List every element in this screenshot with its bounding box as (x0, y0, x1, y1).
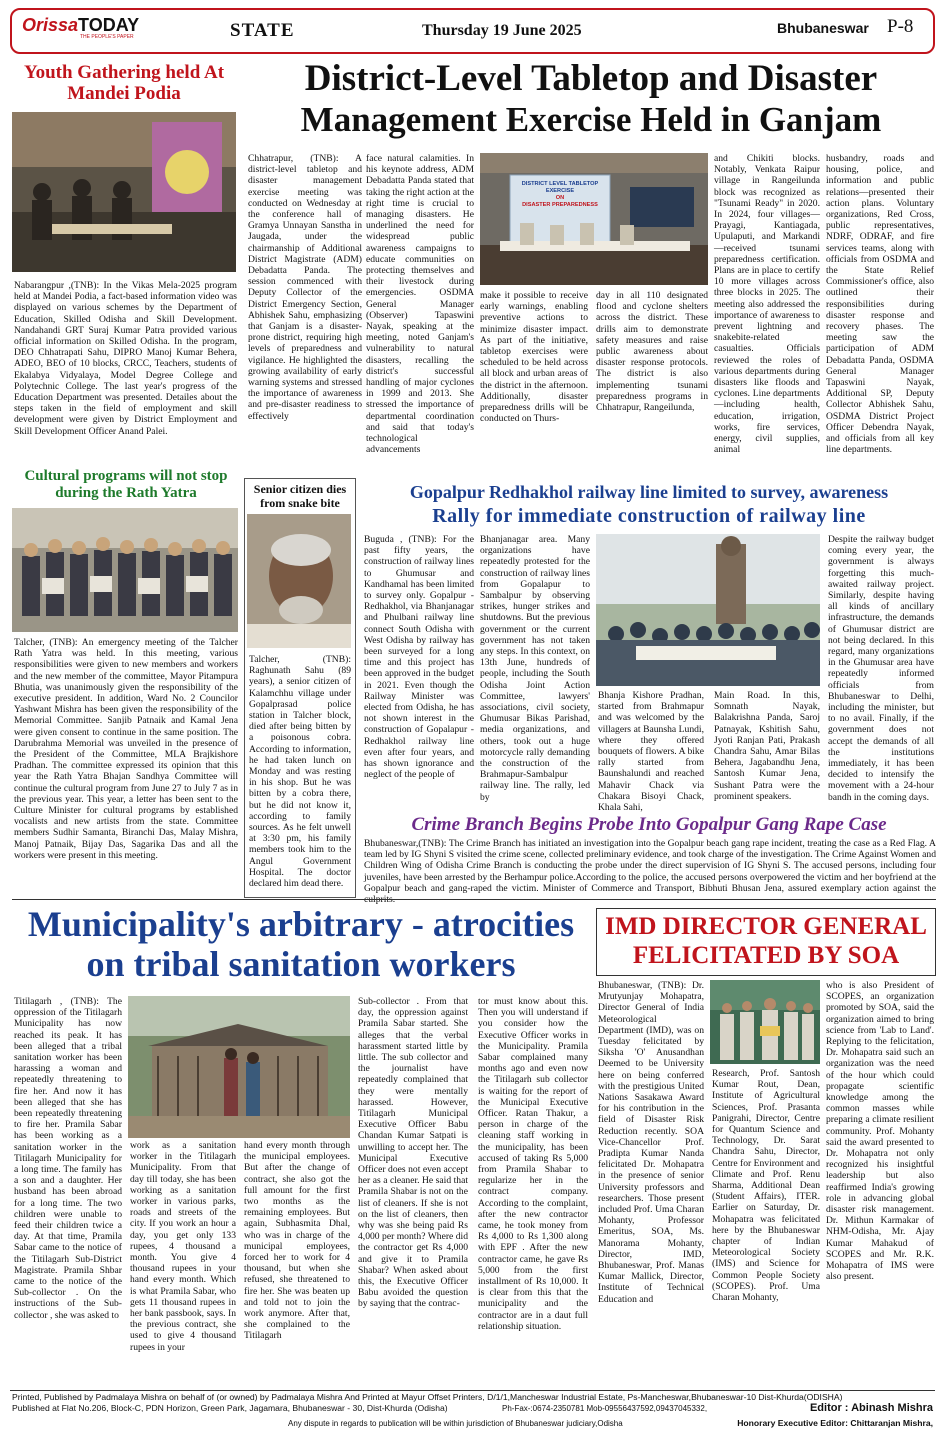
logo (22, 15, 172, 49)
imd-col3: who is also President of SCOPES, an organization promoted by SOA, said the organization aimed to bring science from 'Lab to Land'. Replying to the felicitation, Dr. Mohapatra said such an organization was the need of the hour which could propagate scientific knowledge among the common masses while preparing a climate resilient community. Prof. Mohanty said the award presented to Dr. Mohapatra not only recognized his insightful leadership but also reaffirmed India's growing role in advancing global disaster risk management. Dr. Mithun Karmakar of NHM-Odisha, Mr. Ajay Kumar Mahakud of SCOPES and Mr. R.K. Mohapatra of IMS were also present. (826, 980, 934, 1283)
snake-body: Talcher, (TNB): Raghunath Sahu (89 years), a senior citizen of Kalamchhu village under Gopalprasad police station in Talcher block, died after being bitten by a poisonous cobra. According to information, he had taken lunch on Monday and was resting in his shop. But he was bitten by a cobra there, but he did not know it, according to family sources. As he felt unwell at 3:30 pm, his family members took him to the Angul Government Hospital. The doctor declared him dead there. (249, 654, 351, 890)
railway-col5: Despite the railway budget coming every year, the government is always forgetting this much-awaited railway project. Similarly, despite having all kinds of ancillary infrastructure, the demands of Ghumusar district are not being declared. In this regard, many organizations in the Ghumusar area have repeatedly informed officials from Bhubaneswar to Delhi, including the minister, but to no avail. Finally, if the government does not accept the demands of all the institutions immediately, it has been decided to intensify the movement with a 24-hour bandh in the coming days. (828, 534, 934, 803)
tabletop-headline-line2: Management Exercise Held in Ganjam (300, 100, 882, 139)
footer-line2: Published at Flat No.206, Block-C, PDN Horizon, Green Park, Jagamara, Bhubaneswar - 30, Dist-Khurda (Odisha) (12, 1403, 448, 1413)
page-number: P-8 (887, 16, 914, 37)
railway-col4: Main Road. In this, Somnath Nayak, Balakrishna Panda, Saroj Patnayak, Kshitish Sahu, Jyoti Ranjan Pati, Prakash Chandra Sahu, Amar Bilas Behera, Jagabandhu Jena, Santosh Kumar Jena, Sushant Patra were the prominent speakers. (714, 690, 820, 802)
imd-col2: Research, Prof. Santosh Kumar Rout, Dean, Institute of Agricultural Sciences, Prof. Prasanta Panigrahi, Director, Centre for Quantum Science and Technology, Dr. Sarat Chandra Sahu, Director, Centre for Environment and Climate and Prof. Renu Sharma, Additional Dean (Student Affairs), ITER. Earlier on Saturday, Dr. Mohapatra was felicitated here by the Bhubaneswar chapter of Indian Meteorological Society (IMS) and Science for Common People Society (SCOPES). Prof. Uma Charan Mohanty, (712, 1068, 820, 1304)
section-divider (12, 899, 936, 900)
footer-rule (10, 1390, 935, 1391)
footer-phone: Ph-Fax-:0674-2350781 Mob-09556437592,09437045332, (502, 1404, 708, 1413)
snake-photo (247, 514, 351, 648)
tabletop-col2: face natural calamities. In his keynote address, ADM Debadatta Panda stated that taking the right action at the right time is crucial to managing disasters. He underlined the need for widespread public awareness campaigns to educate communities on protecting themselves and their livestock during emergencies. OSDMA General Manager (Observer) Tapaswini Nayak, speaking at the meeting, noted Ganjam's vulnerability to natural disasters, recalling the district's successful handling of major cyclones in 1999 and 2013. She stressed the importance of departmental coordination and said that today's technological advancements (366, 153, 474, 456)
snake-headline: Senior citizen dies from snake bite (253, 482, 347, 510)
imd-headline-line2: FELICITATED BY SOA (632, 942, 900, 969)
tabletop-col4: day in all 110 designated flood and cyclone shelters across the district. These drills aim to demonstrate safety measures and raise public awareness about disaster response protocols. The district is also implementing tsunami preparedness programs in Chhatrapur, Rangeilunda, (596, 290, 708, 414)
crime-body: Bhubaneswar,(TNB): The Crime Branch has initiated an investigation into the Gopalpur beach gang rape incident, treating the case as a Red Flag. A team led by IG Shyni S visited the crime scene, collected preliminary evidence, and took charge of the investigation. The Crime Against Women and Children Wing of Odisha Crime Branch is conducting the probe under the direct supervision of IG Shyni S. The accused persons, including four juveniles, have been arrested by the Berhampur police.According to the police, the accused persons overpowered the victim and her boyfriend at the Gopalpur beach and gang-raped the victim. Minister of Commerce and Transport, Bibhuti Bhusan Jena, assured exemplary action against the (364, 838, 936, 894)
logo-today: TODAY (78, 15, 140, 35)
tabletop-headline (246, 58, 936, 140)
masthead (10, 8, 935, 54)
railway-headline-line1: Gopalpur Redhakhol railway line limited to survey, awareness (409, 482, 889, 502)
tabletop-col1: Chhatrapur, (TNB): A district-level tabletop and disaster management exercise meeting was conducted on Wednesday at the conference hall of Gramya Unnayan Sanstha in Jaugada, under the chairmanship of Additional District Magistrate (ADM) Debadatta Panda. The session commenced with Deputy Collector of the District Emergency Section, Abhishek Sahu, emphasizing that Ganjam is a disaster-prone district, requiring high levels of preparedness and vigilance. He highlighted the growing availability of early warning systems and stressed the importance of awareness and pre-disaster readiness to effectively (248, 153, 362, 422)
tabletop-col6: husbandry, roads and housing, police, and information and public relations—presented their action plans. Voluntary organizations, Red Cross, public representatives, NDRF, ODRAF, and fire services teams, along with officials from OSDMA and the State Relief Commissioner's office, also outlined their responsibilities during disaster response and recovery phases. The meeting saw the participation of ADM Debadatta Panda, OSDMA General Manager Tapaswini Nayak, Additional SP, Deputy Collector Abhishek Sahu, OSDMA District Project Officer Debendra Nayak, and officials from all key line departments. (826, 153, 934, 456)
railway-col3: Bhanja Kishore Pradhan, started from Brahmapur and was welcomed by the villagers at Baunsha Lundi, where they offered bouquets of flowers. A bike rally started from Baunshalundi and reached Mahavir Chack via Chakara Bisoyi Chack, Khala Sahi, (598, 690, 704, 814)
tabletop-banner (513, 181, 607, 209)
tabletop-col3: make it possible to receive early warnings, enabling preventive actions to minimize disaster impact. As part of the initiative, tabletop exercises were scheduled to be held across all block and urban areas of the district in the afternoon. Additionally, disaster preparedness drills will be conducted on Thurs- (480, 290, 588, 425)
tabletop-banner-line1: DISTRICT LEVEL TABLETOP EXERCISE (521, 181, 599, 194)
tabletop-banner-line2: ON (555, 195, 565, 201)
imd-headline (598, 912, 934, 970)
tabletop-banner-line3: DISASTER PREPAREDNESS (522, 202, 598, 208)
tabletop-photo (480, 153, 708, 285)
municipality-col5: tor must know about this. Then you will understand if you consider how the Executive Officer works in the Municipality. Pramila Sabar complained many months ago and even now the Titilagarh sub collector is waiting for the report of the Municipal Executive Officer. Ratan Thakur, a person in charge of the cleaning staff working in the municipality, has been accused of taking Rs 5,000 from Pramila Shabar to regularize her in the contract company. According to the complaint, after the new contractor came, he took money from Rs 4,000 to Rs 1,300 along with EPF . After the new contractor came, he gave Rs 5,000 from the first installment of Rs 10,000. It is clear from this that the municipality and the contractor are in a daut full relationship situation. (478, 996, 588, 1332)
municipality-col2: work as a sanitation worker in the Titilagarh Municipality. From that day till today, she has been working as a sanitation worker in various parks, roads and streets of the city. If you work an hour a day, you get only 133 rupees, 4 thousand a month. You give 4 thousand rupees in your hand every month. Which is what Pramila Sabar, who gets 11 thousand rupees in her bank passbook, says. In the previous contract, she used to give 4 thousand rupees in your (130, 1140, 236, 1353)
municipality-headline (12, 904, 590, 984)
footer-line1: Printed, Published by Padmalaya Mishra on behalf of (or owned) by Padmalaya Mishra And Printed at Mayur Offset Printers, D/1/1,Mancheswar Industrial Estate, Ps-Mancheswar,Bhubaneswar-10 Dist-Khurda(ODISHA) (12, 1392, 843, 1402)
cultural-body: Talcher, (TNB): An emergency meeting of the Talcher Rath Yatra was held. In this meeting, various responsibilities were given to new members and workers and the new member of the committee, Mayor Pitampura Bhutia, was unanimously given the responsibility of the executive president. In addition, Ward No. 2 Councilor Yashwant Mishra has been given the responsibility of the Memorial Committee. Sanjib Patnaik and Kamal Jena were given consent to continue in the same position. The Darubrahma Memorial was unveiled in the presence of the President of the Committee, MLA Brajkishore Pradhan. The committee expressed its opinion that this year the Rath Yatra Bhajan Sandhya Committee will continue the cultural program from June 27 to July 7 as in the previous year. This year, a letter has been sent to the Culture Minister for cultural programs by established vocalists and new artists from the state. Committee members Sudhir Samanta, Biranchi Das, Malay Mishra, Manoj Patnaik, Bijay Das, Sagarika Das and all the workers were present in this meeting. (14, 637, 238, 861)
municipality-col4: Sub-collector . From that day, the oppression against Pramila Sabar started. She alleges that the verbal harassment started little by little. The sub collector and the journalist have repeatedly complained that they were mentally harassed. However, Titilagarh Municipal Executive Officer Babu Chandan Kumar Satpati is unwilling to accept her. The Municipal Executive Officer does not even accept her as a cleaner. He said that Pramila Shabar is not on the list of cleaners. If she is not on the list of cleaners, then why was she being paid Rs 4,000 per month? Where did the contractor get Rs 4,000 and give it to Pramila Shabar? When asked about this, the Executive Officer Babu avoided the question by saying that the contrac- (358, 996, 468, 1310)
youth-photo (12, 112, 236, 272)
logo-tagline: THE PEOPLE'S PAPER (80, 34, 134, 40)
crime-headline: Crime Branch Begins Probe Into Gopalpur Gang Rape Case (411, 814, 887, 835)
issue-date: Thursday 19 June 2025 (422, 22, 582, 39)
footer (12, 1392, 935, 1444)
cultural-photo (12, 508, 238, 632)
railway-headline-line2: Rally for immediate construction of railway line (432, 505, 866, 527)
youth-body: Nabarangpur ,(TNB): In the Vikas Mela-2025 program held at Mandei Podia, a fact-based information video was displayed on various schemes by the Department of Education, Skilled Odisha and Skill Development. Nandahandi GRT Suraj Kumar Patra provided various official information on Skilled Odisha. In the program, DEO Chhatrapati Sahu, DIPRO Manoj Kumar Behera, ADEO, BEO of 10 blocks, CRCC, Teachers, students of Ekalabya Vidyalaya, Model Degree College and Polytechnic College. The last year's progress of the Education Department was presented. Detailes about the steps taken in the field of employment and skill development were given by District Employment and Skill Development Officer Anand Palei. (14, 280, 237, 437)
municipality-headline-line1: Municipality's arbitrary - atrocities (27, 904, 575, 944)
railway-photo (596, 534, 820, 686)
municipality-col1: Titilagarh , (TNB): The oppression of the Titilagarh Municipality has now reached its peak. It has been alleged that a tribal sanitation worker has been harassing a woman and repeatedly threatening to fire her. And now it has been alleged that she has been repeatedly threatening to fire her. Pramila Sabar has been working as a sanitation worker in the Titilagarh Municipality for a long time. The family has a son and a daughter. Her husband has been abroad for a long time. The two children were unable to feed their children twice a day. At that time, Pramila Sabar came to the notice of the Titilagarh Sub-District Magistrate. Pramila Shbar came to the notice of the Sub-collector . On the instructions of the Sub-collector , she was asked to (14, 996, 122, 1321)
imd-photo (710, 980, 820, 1064)
municipality-photo (128, 996, 350, 1138)
footer-editor: Editor : Abinash Mishra (809, 1402, 933, 1414)
railway-headline (362, 480, 936, 528)
footer-jurisdiction: Any dispute in regards to publication will be within jurisdiction of Bhubaneswar judiciary,Odisha (288, 1419, 623, 1428)
municipality-col3: hand every month through the municipal employees. But after the change of contract, she also got the full amount for the first two months as the remaining employees. But again, Subhasmita Dhal, who was in charge of the municipal employees, forced her to work for 4 thousand, but when she refused, she threatened to fire her. She was beaten up and told not to join the work anymore. After that, she complained to the Titilagarh (244, 1140, 350, 1342)
city-name: Bhubaneswar (777, 20, 869, 36)
section-name: STATE (230, 20, 295, 41)
railway-col1: Buguda , (TNB): For the past fifty years, the construction of railway lines to Ghumusar and Kandhamal has been limited to survey only. Gopalpur - Redhakhol, via Bhanjanagar and Phulbani railway line connect South Odisha with West Odisha by railway has been surveyed for a long time and this project has been approved in the budget in 2021. Even though the Railway Minister was elected from Odisha, he has not shown interest in the construction of Gopalapur - Redhakhol railway line even after four years, and has shown ignorance and neglect of the people of (364, 534, 474, 781)
tabletop-col5: and Chikiti blocks. Notably, Venkata Raipur village in Rangeilunda block was recognized as "Tsunami Ready" in 2020. In 2024, four villages—Prayagi, Kantiagada, Upulaputi, and Markandi—received tsunami preparedness certification. Plans are in place to certify 10 more villages across three blocks in 2025. The meeting also addressed the importance of awareness to prevent lightning and snakebite-related casualties. Officials reviewed the roles of various departments during disasters like floods and cyclones. Line departments—including health, education, irrigation, works, fire services, energy, civil supplies, animal (714, 153, 820, 456)
railway-col2: Bhanjanagar area. Many organizations have repeatedly protested for the construction of railway lines from Gopalapur to Sambalpur by observing strikes, hunger strikes and shutdowns. But the previous government or the current government has not taken any steps. In this context, on 13th June, hundreds of people, including the South Odisha Joint Action Committee, lawyers' associations, civil society, Ghumusar Bikas Parishad, media organizations, and others, took out a huge motorcycle rally demanding the construction of the Brahmapur-Sambalpur railway line. The rally, led by (480, 534, 590, 803)
tabletop-headline-line1: District-Level Tabletop and Disaster (304, 58, 878, 99)
logo-orissa: Orissa (22, 15, 79, 35)
youth-headline: Youth Gathering held At Mandei Podia (23, 62, 225, 104)
imd-col1: Bhubaneswar, (TNB): Dr. Mrutyunjay Mohapatra, Director General of India Meteorological Department (IMD), was on Tuesday felicitated by Siksha 'O' Anusandhan Deemed to be University here on being conferred with the prestigious United Nations Sasakawa Award for his contribution in the field of Disaster Risk Reduction recently. SOA Vice-Chancellor Prof. Pradipta Kumar Nanda felicitated Dr. Mohapatra in the presence of senior University professors and researchers. Those present included Prof. Uma Charan Mohanty, Professor Emeritus, SOA, Ms. Manorama Mohanty, Director, IMD, Bhubaneswar, Prof. Manas Kumar Mallick, Director, Institute of Technical Education and (598, 980, 704, 1305)
imd-headline-line1: IMD DIRECTOR GENERAL (605, 913, 927, 940)
footer-exec-editor: Honorary Executive Editor: Chittaranjan Mishra, (737, 1418, 933, 1428)
municipality-headline-line2: on tribal sanitation workers (86, 944, 516, 984)
cultural-headline: Cultural programs will not stop during the Rath Yatra (24, 468, 228, 501)
